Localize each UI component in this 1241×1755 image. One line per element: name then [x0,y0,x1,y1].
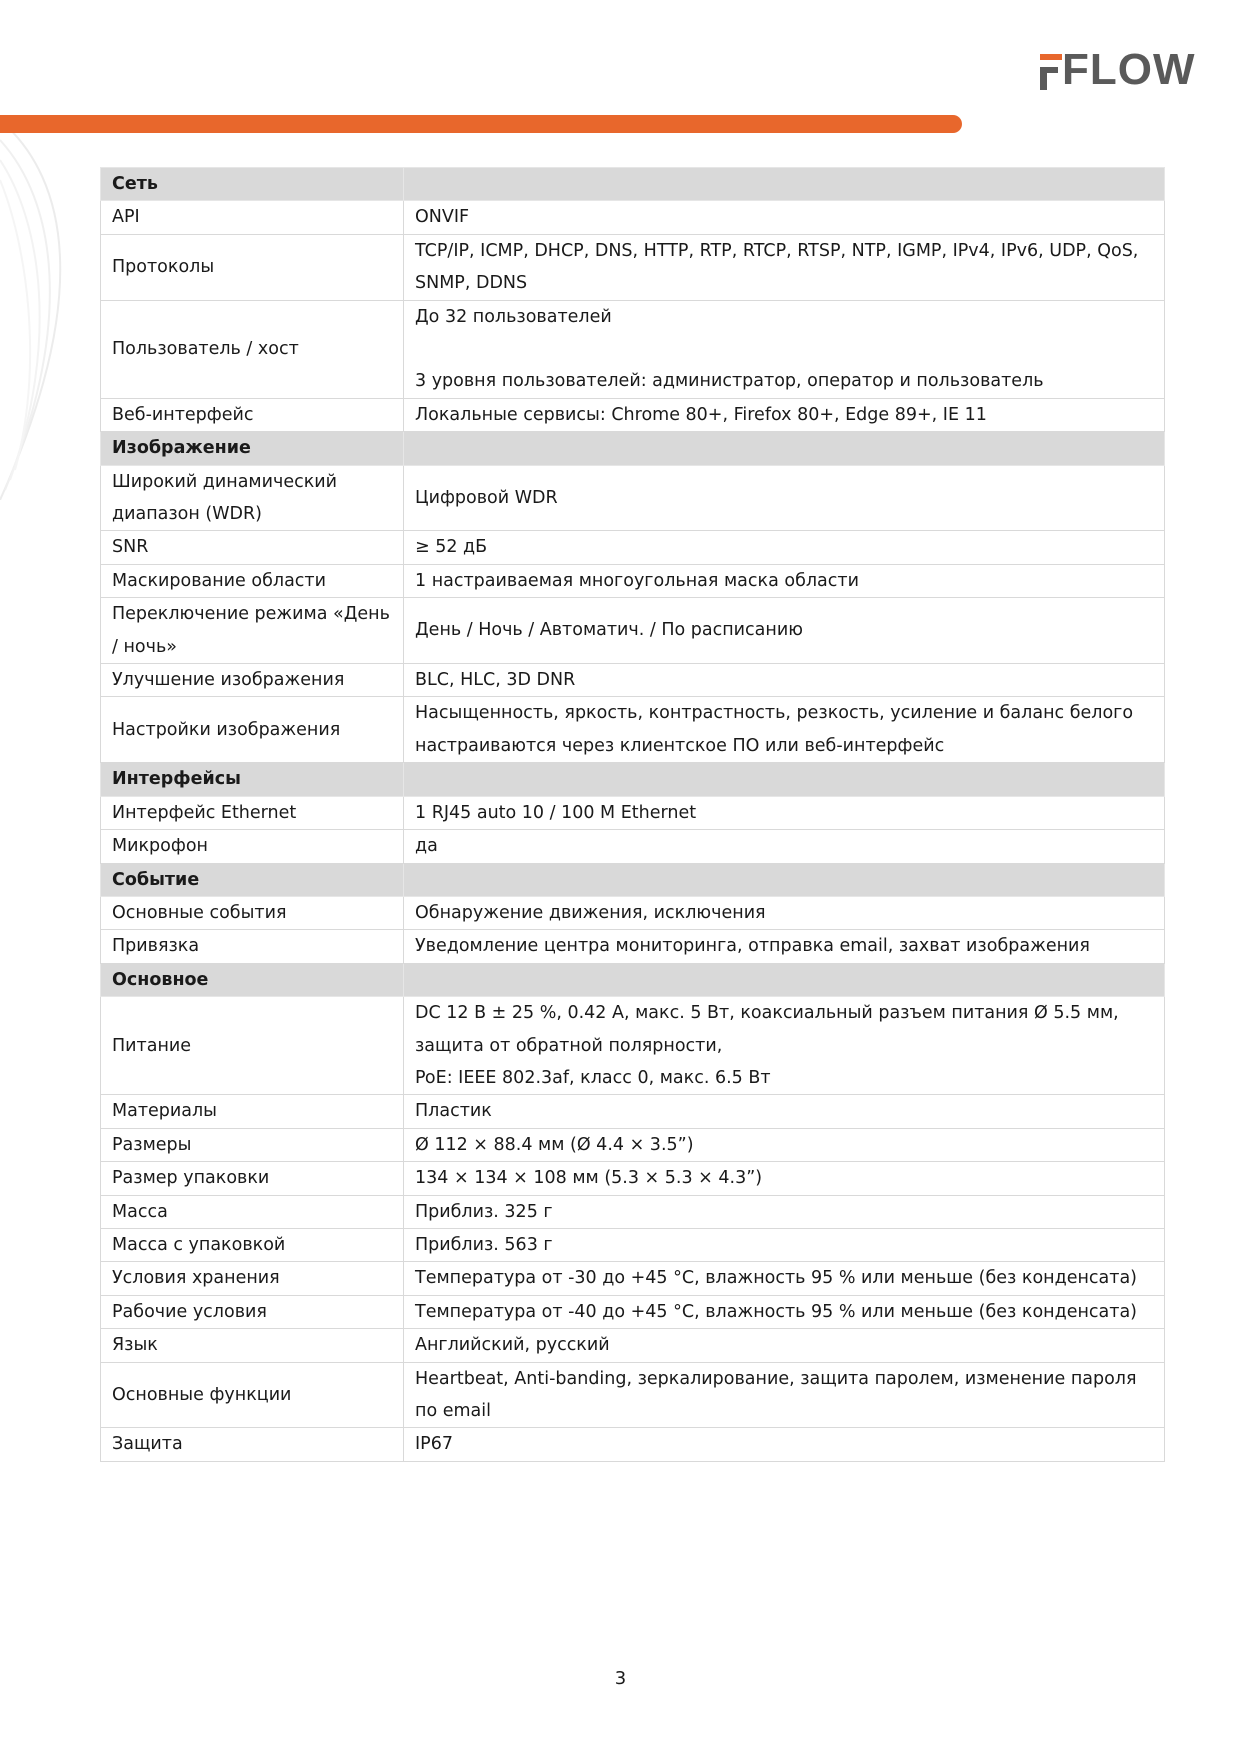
spec-value [404,1162,1165,1195]
spec-value-line: PoE: IEEE 802.3af, класс 0, макс. 6.5 Вт [415,1067,771,1088]
spec-value-line: ≥ 52 дБ [415,537,488,558]
table-row [101,697,1165,763]
spec-value-line: Температура от -30 до +45 °C, влажность 95 % или меньше (без конденсата) [415,1268,1137,1289]
spec-value-line: BLC, HLC, 3D DNR [415,670,576,691]
section-title: Изображение [101,432,404,465]
section-header-blank [404,168,1165,201]
table-row [101,796,1165,829]
spec-value-line: 3 уровня пользователей: администратор, оператор и пользователь [415,371,1044,392]
spec-value-line: Пластик [415,1101,492,1122]
spec-label: Материалы [101,1095,404,1128]
table-row [101,1228,1165,1261]
spec-label: Привязка [101,930,404,963]
table-row [101,1262,1165,1295]
spec-value [404,1195,1165,1228]
spec-value [404,930,1165,963]
header-accent-bar [0,115,962,133]
blank-line [415,333,1153,365]
spec-value [404,1228,1165,1261]
spec-value-line: 134 × 134 × 108 мм (5.3 × 5.3 × 4.3”) [415,1168,763,1189]
spec-value-line: День / Ночь / Автоматич. / По расписанию [415,620,803,641]
table-row [101,997,1165,1095]
spec-value-line: DC 12 В ± 25 %, 0.42 A, макс. 5 Вт, коаксиальный разъем питания Ø 5.5 мм, защита от обратной полярности, [415,1003,1119,1056]
spec-table-body [101,168,1165,1462]
table-row [101,234,1165,300]
table-row [101,598,1165,664]
spec-label: Размер упаковки [101,1162,404,1195]
spec-value [404,1095,1165,1128]
spec-label: Масса [101,1195,404,1228]
spec-label: Интерфейс Ethernet [101,796,404,829]
spec-label: Защита [101,1428,404,1461]
spec-value-line: Ø 112 × 88.4 мм (Ø 4.4 × 3.5”) [415,1134,694,1155]
brand-logo: FLOW [1062,45,1196,94]
spec-value [404,234,1165,300]
spec-value [404,300,1165,398]
spec-value-line: Локальные сервисы: Chrome 80+, Firefox 80+, Edge 89+, IE 11 [415,404,987,425]
table-row [101,1295,1165,1328]
section-header [101,863,1165,896]
spec-value [404,531,1165,564]
spec-value-line: 1 настраиваемая многоугольная маска области [415,570,859,591]
spec-value-line: До 32 пользователей [415,306,612,327]
spec-label: Основные функции [101,1362,404,1428]
spec-value-line: Heartbeat, Anti-banding, зеркалирование, защита паролем, изменение пароля по email [415,1368,1137,1422]
table-row [101,1428,1165,1461]
spec-label: SNR [101,531,404,564]
spec-value-line: да [415,836,438,857]
spec-value-line: TCP/IP, ICMP, DHCP, DNS, HTTP, RTP, RTCP, RTSP, NTP, IGMP, IPv4, IPv6, UDP, QoS, SNMP, DDNS [415,240,1139,294]
spec-value [404,564,1165,597]
spec-value-line: Температура от -40 до +45 °C, влажность 95 % или меньше (без конденсата) [415,1301,1137,1322]
table-row [101,1095,1165,1128]
table-row [101,1195,1165,1228]
spec-label: Протоколы [101,234,404,300]
spec-value-line: IP67 [415,1434,453,1455]
spec-value-line: Обнаружение движения, исключения [415,902,766,923]
spec-value [404,1362,1165,1428]
spec-label: Основные события [101,896,404,929]
spec-value [404,796,1165,829]
table-row [101,664,1165,697]
spec-value [404,830,1165,863]
spec-value [404,997,1165,1095]
table-row [101,300,1165,398]
table-row [101,830,1165,863]
spec-value [404,896,1165,929]
spec-label: Условия хранения [101,1262,404,1295]
section-header-blank [404,863,1165,896]
spec-value [404,664,1165,697]
spec-value [404,465,1165,531]
page-number: 3 [614,1668,627,1689]
spec-value [404,201,1165,234]
spec-label: Переключение режима «День / ночь» [101,598,404,664]
section-title: Основное [101,963,404,996]
section-header [101,963,1165,996]
table-row [101,201,1165,234]
spec-value-line: Насыщенность, яркость, контрастность, резкость, усиление и баланс белого настраиваются через клиентское ПО или веб-интерфейс [415,703,1134,756]
section-header-blank [404,763,1165,796]
spec-value [404,1428,1165,1461]
spec-value [404,1295,1165,1328]
section-header-blank [404,963,1165,996]
spec-label: Рабочие условия [101,1295,404,1328]
spec-value [404,398,1165,431]
table-row [101,930,1165,963]
spec-value [404,598,1165,664]
spec-value-line: Приблиз. 325 г [415,1201,553,1222]
spec-label: Язык [101,1329,404,1362]
spec-value-line: ONVIF [415,207,470,228]
spec-label: Питание [101,997,404,1095]
spec-label: Пользователь / хост [101,300,404,398]
section-header [101,168,1165,201]
spec-label: Масса с упаковкой [101,1228,404,1261]
table-row [101,1329,1165,1362]
section-header [101,763,1165,796]
spec-label: Микрофон [101,830,404,863]
table-row [101,1362,1165,1428]
spec-value [404,697,1165,763]
spec-value-line: Цифровой WDR [415,487,558,508]
spec-label: Веб-интерфейс [101,398,404,431]
logo-icon [1040,54,1062,90]
table-row [101,1162,1165,1195]
section-header [101,432,1165,465]
spec-label: Широкий динамический диапазон (WDR) [101,465,404,531]
table-row [101,398,1165,431]
spec-table [100,167,1165,1462]
spec-value [404,1329,1165,1362]
spec-value-line: 1 RJ45 auto 10 / 100 M Ethernet [415,802,697,823]
spec-value [404,1262,1165,1295]
section-header-blank [404,432,1165,465]
table-row [101,896,1165,929]
spec-label: API [101,201,404,234]
spec-label: Улучшение изображения [101,664,404,697]
section-title: Событие [101,863,404,896]
table-row [101,531,1165,564]
spec-label: Размеры [101,1128,404,1161]
spec-value-line: Приблиз. 563 г [415,1234,553,1255]
table-row [101,1128,1165,1161]
table-row [101,465,1165,531]
spec-value-line: Английский, русский [415,1335,610,1356]
spec-label: Маскирование области [101,564,404,597]
spec-value [404,1128,1165,1161]
section-title: Сеть [101,168,404,201]
spec-value-line: Уведомление центра мониторинга, отправка email, захват изображения [415,936,1090,957]
table-row [101,564,1165,597]
spec-label: Настройки изображения [101,697,404,763]
section-title: Интерфейсы [101,763,404,796]
decorative-curves [0,120,90,500]
